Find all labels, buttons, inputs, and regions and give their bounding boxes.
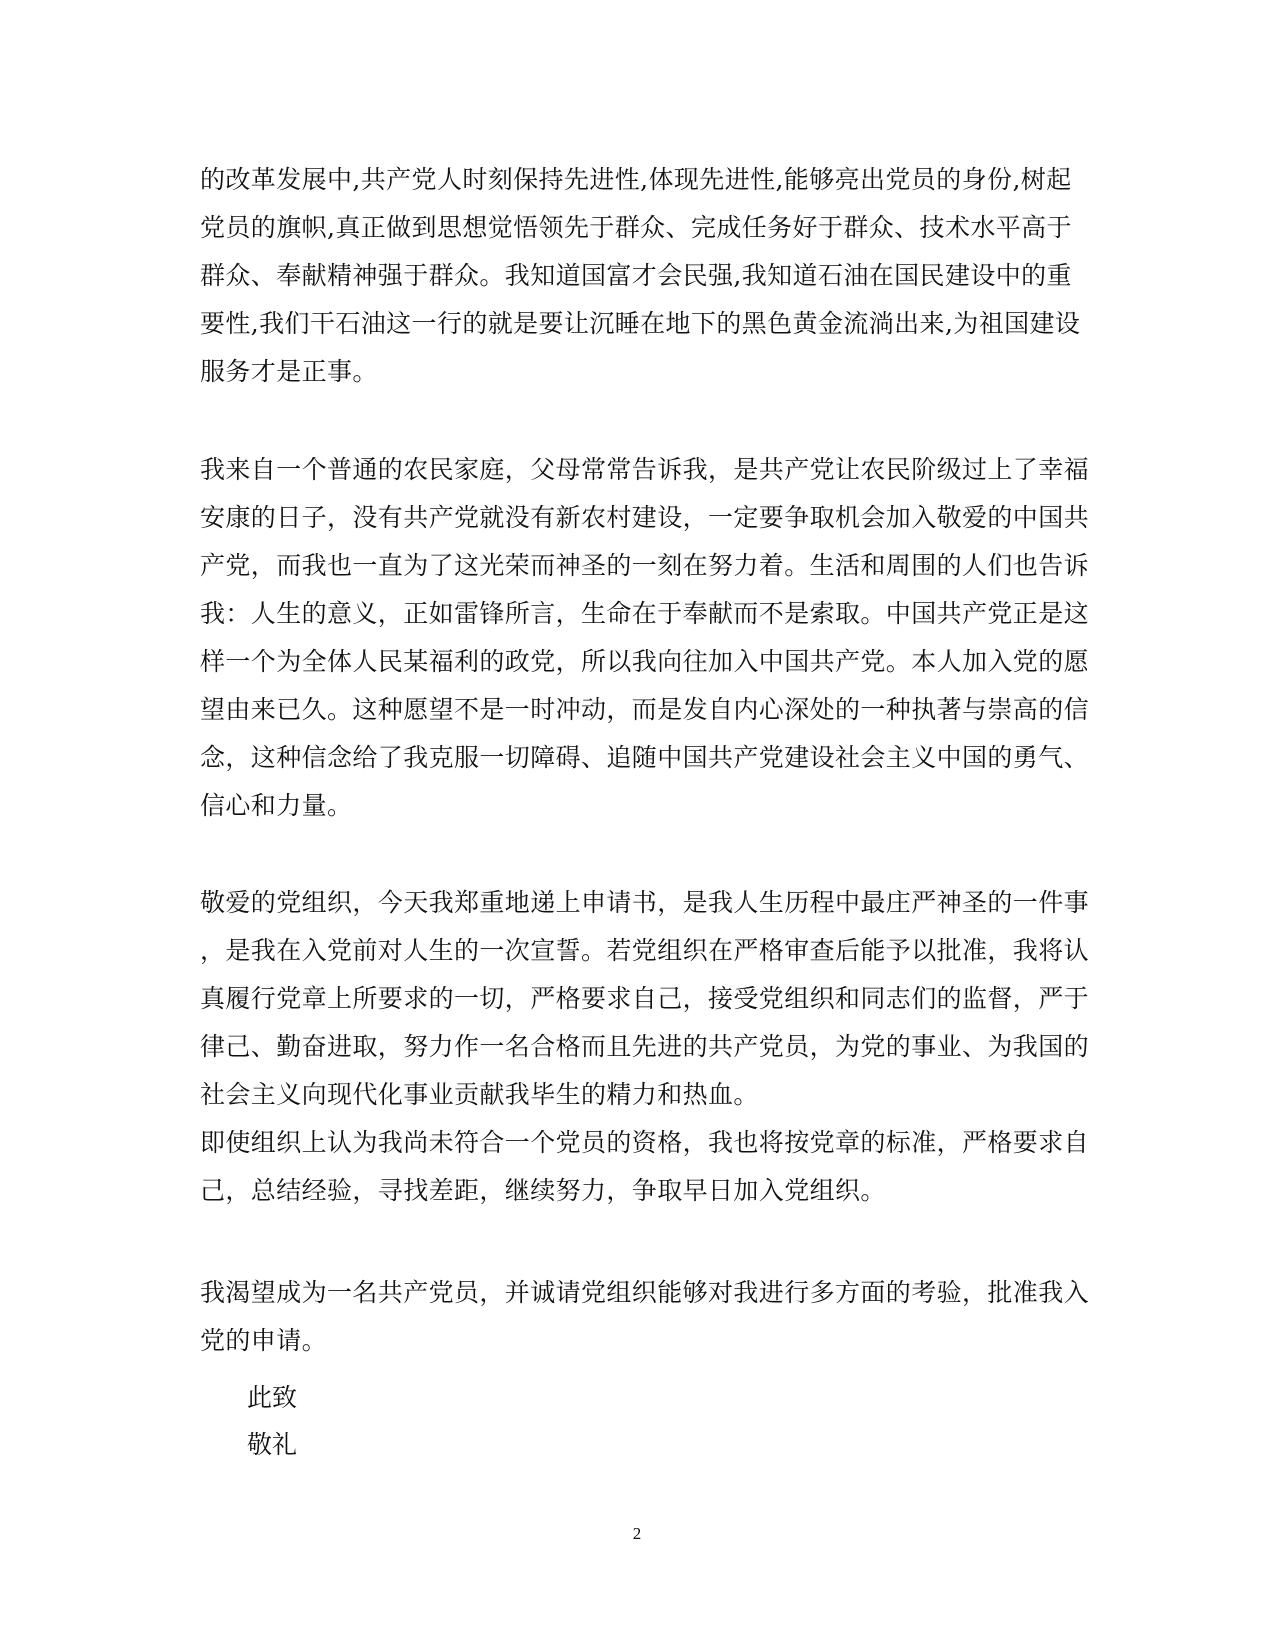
text-line: 信心和力量。 xyxy=(200,791,353,820)
text-line: 敬爱的党组织，今天我郑重地递上申请书，是我人生历程中最庄严神圣的一件事 xyxy=(200,888,1090,917)
text-line: ，是我在入党前对人生的一次宣誓。若党组织在严格审查后能予以批准，我将认 xyxy=(200,936,1090,965)
text-line: 我渴望成为一名共产党员，并诚请党组织能够对我进行多方面的考验，批准我入 xyxy=(200,1278,1090,1307)
text-line: 党员的旗帜,真正做到思想觉悟领先于群众、完成任务好于群众、技术水平高于 xyxy=(200,213,1072,242)
text-line: 产党，而我也一直为了这光荣而神圣的一刻在努力着。生活和周围的人们也告诉 xyxy=(200,551,1090,580)
text-line: 我：人生的意义，正如雷锋所言，生命在于奉献而不是索取。中国共产党正是这 xyxy=(200,599,1090,628)
text-line: 党的申请。 xyxy=(200,1326,328,1355)
text-line: 要性,我们干石油这一行的就是要让沉睡在地下的黑色黄金流淌出来,为祖国建设 xyxy=(200,309,1081,338)
paragraph-1 xyxy=(200,156,1081,396)
text-line: 律己、勤奋进取，努力作一名合格而且先进的共产党员，为党的事业、为我国的 xyxy=(200,1032,1090,1061)
text-line: 即使组织上认为我尚未符合一个党员的资格，我也将按党章的标准，严格要求自 xyxy=(200,1128,1090,1157)
text-line: 社会主义向现代化事业贡献我毕生的精力和热血。 xyxy=(200,1080,759,1109)
text-line: 安康的日子，没有共产党就没有新农村建设，一定要争取机会加入敬爱的中国共 xyxy=(200,503,1090,532)
text-line: 服务才是正事。 xyxy=(200,357,378,386)
text-line: 我来自一个普通的农民家庭，父母常常告诉我，是共产党让农民阶级过上了幸福 xyxy=(200,455,1090,484)
text-line: 样一个为全体人民某福利的政党，所以我向往加入中国共产党。本人加入党的愿 xyxy=(200,647,1090,676)
paragraph-4 xyxy=(200,1269,1090,1365)
paragraph-3 xyxy=(200,879,1090,1215)
text-line: 群众、奉献精神强于群众。我知道国富才会民强,我知道石油在国民建设中的重 xyxy=(200,261,1072,290)
text-line: 念，这种信念给了我克服一切障碍、追随中国共产党建设社会主义中国的勇气、 xyxy=(200,743,1090,772)
closing-salutation: 此致 xyxy=(247,1383,298,1412)
text-line: 望由来已久。这种愿望不是一时冲动，而是发自内心深处的一种执著与崇高的信 xyxy=(200,695,1090,724)
text-line: 己，总结经验，寻找差距，继续努力，争取早日加入党组织。 xyxy=(200,1176,886,1205)
closing-regards: 敬礼 xyxy=(247,1430,298,1459)
text-line: 真履行党章上所要求的一切，严格要求自己，接受党组织和同志们的监督，严于 xyxy=(200,984,1090,1013)
text-line: 的改革发展中,共产党人时刻保持先进性,体现先进性,能够亮出党员的身份,树起 xyxy=(200,165,1072,194)
page-number: 2 xyxy=(632,1524,642,1543)
paragraph-2 xyxy=(200,446,1090,830)
